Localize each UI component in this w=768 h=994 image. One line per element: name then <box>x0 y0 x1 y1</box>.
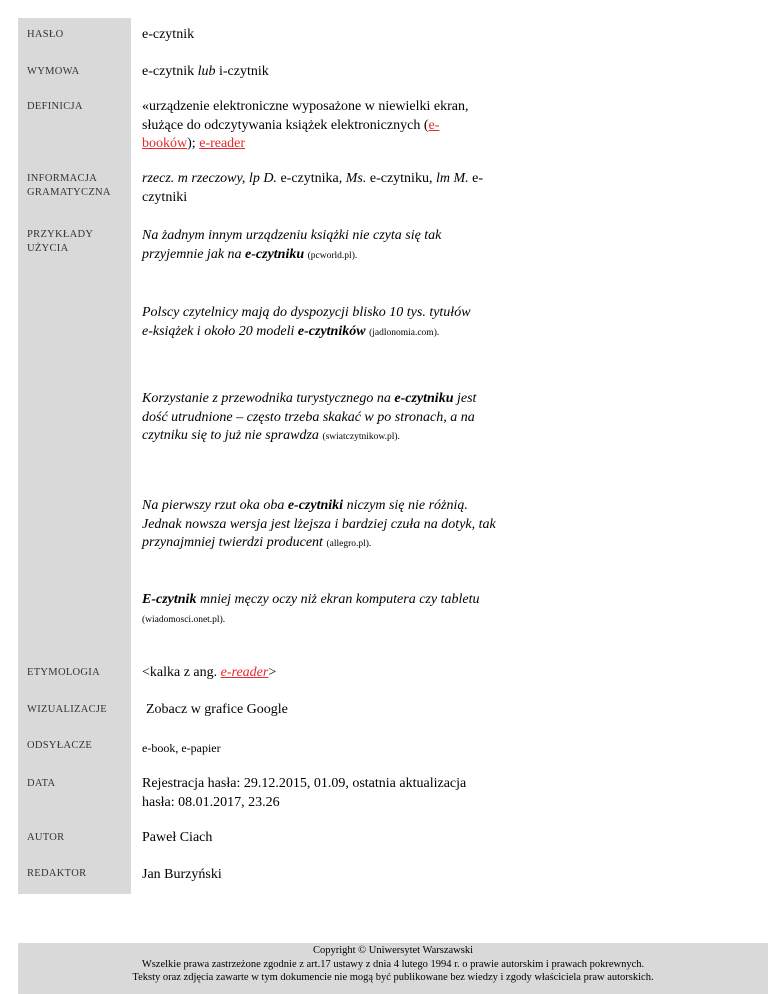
link-e-bookow[interactable]: e-booków <box>142 117 440 151</box>
label-przyklady-2: UŻYCIA <box>27 243 69 254</box>
value-odsylacze: e-book, e-papier <box>142 741 221 755</box>
example-5 <box>142 591 482 629</box>
example-text: Korzystanie z przewodnika turystycznego na <box>142 391 395 406</box>
example-source: (jadlonomia.com). <box>369 327 440 338</box>
label-column <box>18 18 131 894</box>
wymowa-b: i-czytnik <box>218 64 269 79</box>
definicja-text: «urządzenie elektroniczne wyposażone w niewielki ekran, służące do odczytywania książek elektronicznych ( <box>142 99 469 133</box>
footer-rights: Wszelkie prawa zastrzeżone zgodnie z art.17 ustawy z dnia 4 lutego 1994 r. o prawie autorskim i prawach pokrewnych. <box>141 958 645 970</box>
example-keyword: E-czytnik <box>142 592 197 607</box>
example-keyword: e-czytników <box>297 323 366 339</box>
label-przyklady <box>27 228 127 256</box>
example-keyword: e-czytniku <box>394 391 454 406</box>
google-images-link[interactable]: Zobacz w grafice Google <box>146 702 288 717</box>
example-text: Na żadnym innym urządzeniu książki nie czyta się tak przyjemnie jak na <box>142 228 442 262</box>
footer-notice: Teksty oraz zdjęcia zawarte w tym dokumencie nie mogą być publikowane bez wiedzy i zgody właściciela praw autorskich. <box>132 972 654 983</box>
label-przyklady-1: PRZYKŁADY <box>27 229 94 240</box>
gram-3: Ms. <box>345 171 367 186</box>
value-wymowa <box>142 63 522 82</box>
gram-2: e-czytnika, <box>276 171 346 186</box>
value-data: Rejestracja hasła: 29.12.2015, 01.09, ostatnia aktualizacja hasła: 08.01.2017, 23.26 <box>142 776 467 810</box>
value-haslo: e-czytnik <box>142 27 195 42</box>
definicja-sep: ); <box>187 136 200 151</box>
example-3 <box>142 390 487 447</box>
label-definicja: DEFINICJA <box>27 101 83 112</box>
example-source: (swiatczytnikow.pl). <box>322 432 400 442</box>
etymologia-close: > <box>268 665 277 680</box>
example-text: jest dość utrudnione – często trzeba skakać w po stronach, a na czytniku się to już nie sprawdza <box>142 391 477 443</box>
label-informacja-2: GRAMATYCZNA <box>27 187 111 198</box>
label-wymowa: WYMOWA <box>27 66 80 77</box>
example-text: niczym się nie różnią. Jednak nowsza wersja jest lżejsza i bardziej czuła na dotyk, tak przynajmniej twierdzi producent <box>142 498 496 550</box>
gram-4: e-czytniku, <box>366 171 436 186</box>
label-etymologia: ETYMOLOGIA <box>27 667 100 678</box>
wymowa-or: lub <box>197 64 216 79</box>
example-keyword: e-czytniku <box>245 246 305 262</box>
label-wizualizacje: WIZUALIZACJE <box>27 704 107 715</box>
label-data: DATA <box>27 778 56 789</box>
label-haslo: HASŁO <box>27 29 64 40</box>
gram-5: lm M. <box>435 171 469 186</box>
footer-copyright: Copyright © Uniwersytet Warszawski <box>312 945 474 956</box>
label-informacja-1: INFORMACJA <box>27 173 98 184</box>
wymowa-a: e-czytnik <box>142 64 195 79</box>
copyright-footer <box>18 943 768 994</box>
label-redaktor: REDAKTOR <box>27 868 87 879</box>
example-2 <box>142 304 482 342</box>
example-text: Na pierwszy rzut oka oba <box>142 498 288 513</box>
gram-1: rzecz. m rzeczowy, lp D. <box>142 171 277 186</box>
example-keyword: e-czytniki <box>287 498 344 513</box>
link-e-reader[interactable]: e-reader <box>199 136 246 151</box>
link-etymologia-e-reader[interactable]: e-reader <box>220 665 269 680</box>
example-text: Polscy czytelnicy mają do dyspozycji blisko 10 tys. tytułów e-książek i około 20 modeli <box>142 305 471 339</box>
label-autor: AUTOR <box>27 832 65 843</box>
example-source: (wiadomosci.onet.pl). <box>142 614 226 625</box>
example-text: mniej męczy oczy niż ekran komputera czy tabletu <box>196 592 480 607</box>
value-etymologia <box>142 664 522 683</box>
value-redaktor: Jan Burzyński <box>142 867 222 882</box>
example-1 <box>142 227 482 265</box>
example-4 <box>142 497 507 554</box>
label-odsylacze: ODSYŁACZE <box>27 740 93 751</box>
gram-6: e-czytniki <box>142 171 484 205</box>
value-definicja <box>142 98 482 154</box>
example-source: (allegro.pl). <box>326 539 372 549</box>
example-source: (pcworld.pl). <box>307 250 358 261</box>
label-informacja <box>27 172 127 200</box>
value-informacja <box>142 170 487 207</box>
value-autor: Paweł Ciach <box>142 830 213 845</box>
etymologia-text: <kalka z ang. <box>142 665 221 680</box>
